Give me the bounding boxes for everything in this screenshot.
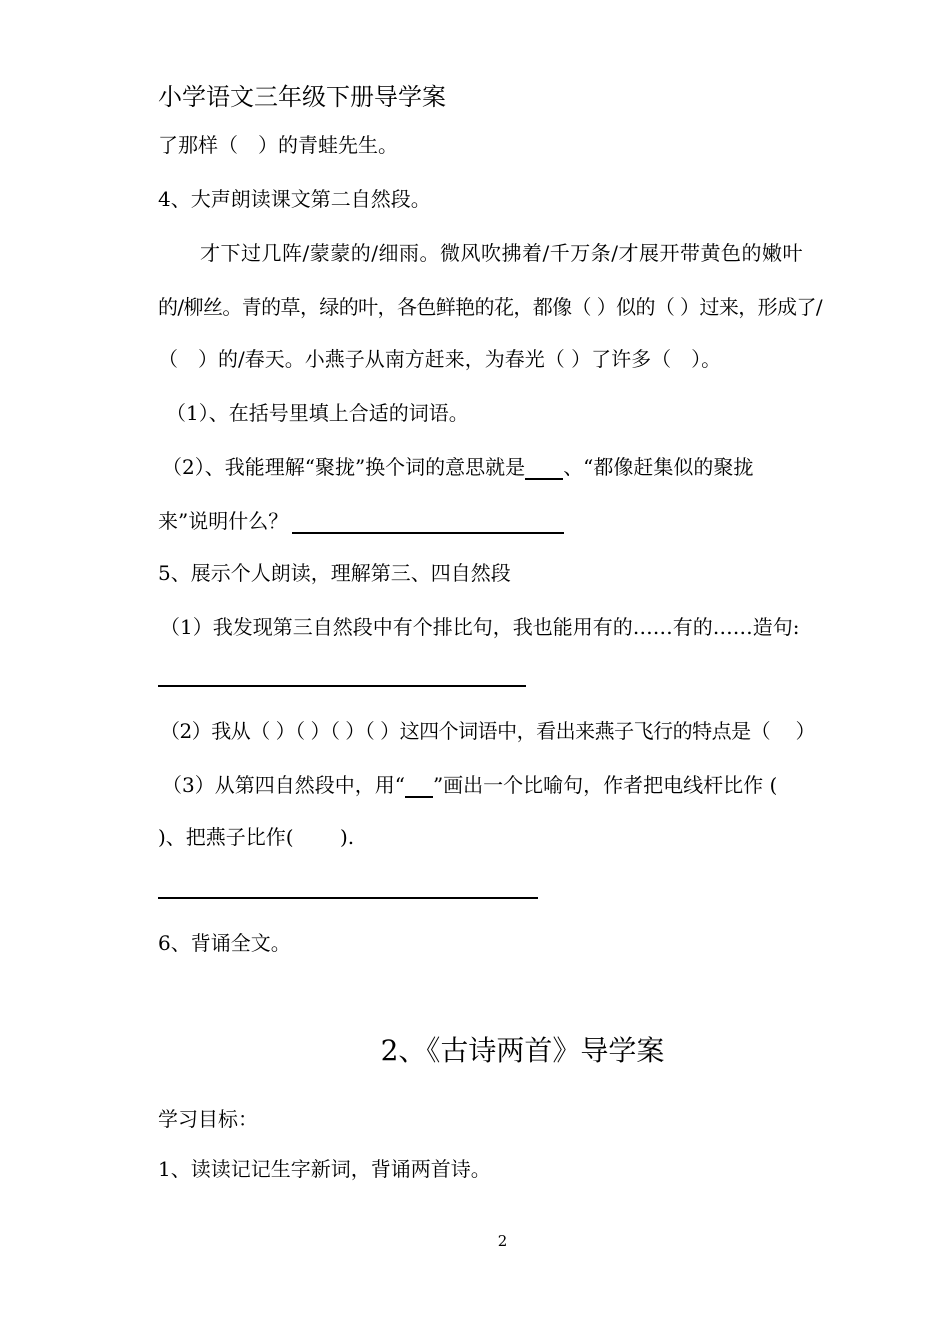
text-line: （ ）的/春天。小燕子从南方赶来，为春光（ ）了许多（ ）。 bbox=[158, 347, 722, 371]
fill-blank bbox=[525, 458, 563, 480]
text-line: （2）我从（ ）（ ）（ ）（ ）这四个词语中，看出来燕子飞行的特点是（ ） bbox=[160, 719, 816, 743]
text-segment: （3）从第四自然段中，用“ bbox=[162, 773, 405, 797]
text-line: 5、展示个人朗读，理解第三、四自然段 bbox=[158, 561, 511, 585]
text-line: 了那样（ ）的青蛙先生。 bbox=[158, 133, 398, 157]
text-line: 的/柳丝。青的草，绿的叶，各色鲜艳的花，都像（ ）似的（ ）过来，形成了/ bbox=[158, 295, 822, 319]
text-line: 6、背诵全文。 bbox=[158, 931, 291, 955]
text-line: )、把燕子比作( ). bbox=[158, 825, 355, 849]
section-title: 2、《古诗两首》导学案 bbox=[380, 1034, 665, 1067]
answer-line bbox=[158, 685, 526, 687]
text-segment: 、“都像赶集似的聚拢 bbox=[563, 455, 754, 479]
text-line: 1、读读记记生字新词，背诵两首诗。 bbox=[158, 1157, 491, 1181]
answer-line bbox=[158, 897, 538, 899]
text-line bbox=[158, 508, 564, 534]
page-header: 小学语文三年级下册导学案 bbox=[158, 83, 446, 111]
fill-blank bbox=[405, 776, 433, 798]
answer-blank bbox=[292, 512, 564, 534]
text-segment: （2）、我能理解“聚拢”换个词的意思就是 bbox=[162, 455, 526, 479]
section-subheading: 学习目标： bbox=[158, 1107, 258, 1131]
text-line: 4、大声朗读课文第二自然段。 bbox=[158, 187, 431, 211]
text-segment: 来”说明什么？ bbox=[158, 509, 289, 533]
text-line: （1）、在括号里填上合适的词语。 bbox=[166, 401, 469, 425]
text-line bbox=[162, 454, 753, 480]
text-line: （1）我发现第三自然段中有个排比句，我也能用有的……有的……造句: bbox=[160, 615, 800, 639]
page-number: 2 bbox=[497, 1232, 508, 1250]
text-segment: ”画出一个比喻句，作者把电线杆比作 ( bbox=[432, 773, 778, 797]
text-line bbox=[162, 772, 777, 798]
text-line: 才下过几阵/蒙蒙的/细雨。微风吹拂着/千万条/才展开带黄色的嫩叶 bbox=[200, 241, 803, 265]
